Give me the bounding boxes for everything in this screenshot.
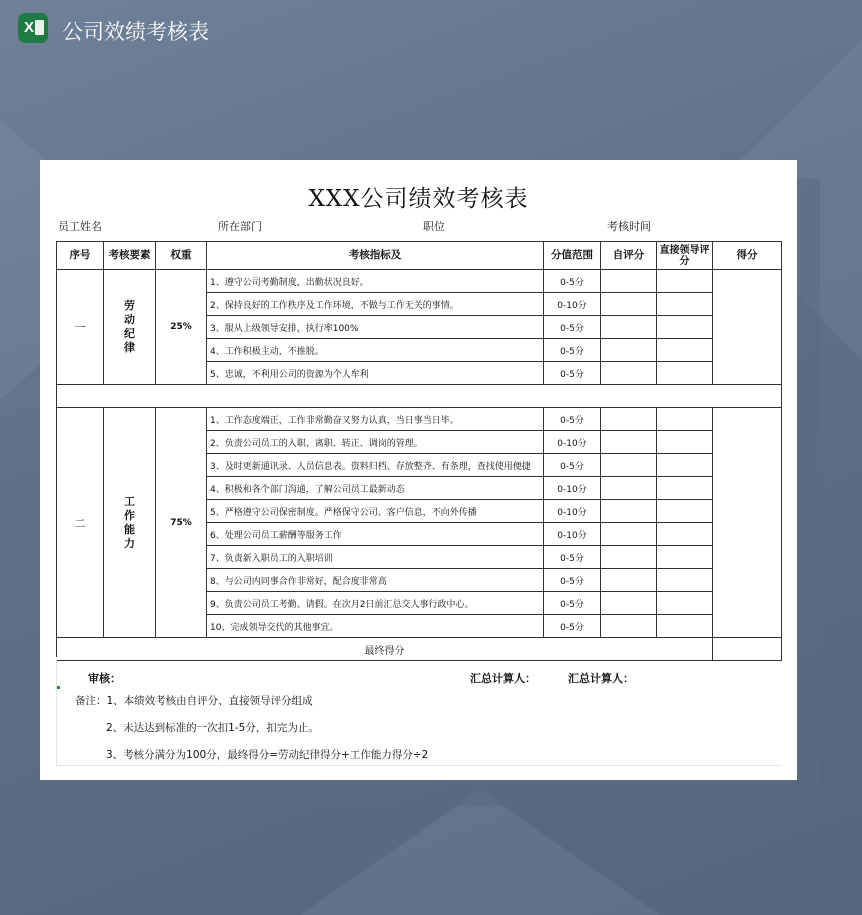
criteria-cell: 4、工作积极主动，不推脱。: [207, 339, 544, 362]
range-cell: 0-10分: [544, 523, 601, 546]
range-cell: 0-5分: [544, 592, 601, 615]
range-cell: 0-5分: [544, 362, 601, 385]
header-weight: 权重: [156, 242, 207, 270]
self-score-cell[interactable]: [601, 293, 657, 316]
leader-score-cell[interactable]: [657, 408, 713, 431]
criteria-cell: 5、严格遵守公司保密制度。严格保守公司、客户信息，不向外传播: [207, 500, 544, 523]
final-score-row: [57, 638, 782, 661]
page-edge: [56, 765, 782, 766]
criteria-cell: 1、工作态度端正，工作非常勤奋又努力认真，当日事当日毕。: [207, 408, 544, 431]
criteria-cell: 2、保持良好的工作秩序及工作环境，不做与工作无关的事情。: [207, 293, 544, 316]
section-seq: 二: [57, 408, 104, 638]
range-cell: 0-5分: [544, 569, 601, 592]
criteria-cell: 8、与公司内同事合作非常好，配合度非常高: [207, 569, 544, 592]
page-edge: [56, 657, 57, 765]
range-cell: 0-5分: [544, 454, 601, 477]
note-line: 备注：1、本绩效考核由自评分、直接领导评分组成: [75, 695, 313, 707]
bg-shape: [300, 790, 660, 915]
leader-score-cell[interactable]: [657, 477, 713, 500]
leader-score-cell[interactable]: [657, 546, 713, 569]
table-header-row: [57, 242, 782, 270]
criteria-cell: 1、遵守公司考勤制度，出勤状况良好。: [207, 270, 544, 293]
field-review-time: 考核时间: [607, 220, 651, 233]
self-score-cell[interactable]: [601, 339, 657, 362]
header-range: 分值范围: [544, 242, 601, 270]
range-cell: 0-5分: [544, 270, 601, 293]
header-self: 自评分: [601, 242, 657, 270]
section-element: [104, 270, 156, 385]
final-score-cell[interactable]: [713, 638, 782, 661]
header-seq: 序号: [57, 242, 104, 270]
leader-score-cell[interactable]: [657, 454, 713, 477]
section-seq: 一: [57, 270, 104, 385]
leader-score-cell[interactable]: [657, 500, 713, 523]
criteria-cell: 10、完成领导交代的其他事宜。: [207, 615, 544, 638]
leader-score-cell[interactable]: [657, 293, 713, 316]
field-position: 职位: [423, 220, 445, 233]
criteria-cell: 7、负责新入职员工的入职培训: [207, 546, 544, 569]
self-score-cell[interactable]: [601, 500, 657, 523]
summary-label-1: 汇总计算人：: [470, 672, 536, 685]
self-score-cell[interactable]: [601, 270, 657, 293]
self-score-cell[interactable]: [601, 408, 657, 431]
field-employee-name: 员工姓名: [58, 220, 102, 233]
criteria-cell: 2、负责公司员工的入职、离职、转正、调岗的管理。: [207, 431, 544, 454]
section-element-label: 工作能力: [124, 494, 135, 550]
range-cell: 0-5分: [544, 316, 601, 339]
range-cell: 0-10分: [544, 477, 601, 500]
range-cell: 0-10分: [544, 293, 601, 316]
header-score: 得分: [713, 242, 782, 270]
self-score-cell[interactable]: [601, 523, 657, 546]
note-line: 3、考核分满分为100分，最终得分=劳动纪律得分+工作能力得分÷2: [106, 749, 429, 761]
criteria-cell: 5、忠诚，不利用公司的资源为个人牟利: [207, 362, 544, 385]
app-title: 公司效绩考核表: [62, 20, 209, 44]
criteria-cell: 4、积极和各个部门沟通，了解公司员工最新动态: [207, 477, 544, 500]
spacer-row: [57, 385, 782, 408]
section-element-label: 劳动纪律: [124, 299, 135, 354]
self-score-cell[interactable]: [601, 477, 657, 500]
leader-score-cell[interactable]: [657, 362, 713, 385]
criteria-cell: 6、处理公司员工薪酬等服务工作: [207, 523, 544, 546]
self-score-cell[interactable]: [601, 431, 657, 454]
leader-score-cell[interactable]: [657, 339, 713, 362]
excel-icon: X: [18, 13, 48, 43]
section-weight: 75%: [156, 408, 207, 638]
cell-marker: [57, 686, 60, 689]
document-title: XXX公司绩效考核表: [308, 186, 529, 212]
self-score-cell[interactable]: [601, 362, 657, 385]
review-label: 审核：: [88, 672, 121, 685]
leader-score-cell[interactable]: [657, 316, 713, 339]
title-bar: [0, 0, 862, 58]
self-score-cell[interactable]: [601, 569, 657, 592]
table-row: [57, 270, 782, 293]
leader-score-cell[interactable]: [657, 615, 713, 638]
leader-score-cell[interactable]: [657, 431, 713, 454]
range-cell: 0-5分: [544, 615, 601, 638]
criteria-cell: 3、及时更新通讯录、人员信息表。资料归档、存放整齐、有条理，查找使用便捷: [207, 454, 544, 477]
range-cell: 0-10分: [544, 500, 601, 523]
self-score-cell[interactable]: [601, 615, 657, 638]
header-criteria: 考核指标及: [207, 242, 544, 270]
criteria-cell: 3、服从上级领导安排，执行率100%: [207, 316, 544, 339]
header-element: 考核要素: [104, 242, 156, 270]
range-cell: 0-5分: [544, 546, 601, 569]
leader-score-cell[interactable]: [657, 523, 713, 546]
section-weight: 25%: [156, 270, 207, 385]
self-score-cell[interactable]: [601, 454, 657, 477]
leader-score-cell[interactable]: [657, 592, 713, 615]
range-cell: 0-5分: [544, 339, 601, 362]
field-department: 所在部门: [218, 220, 262, 233]
review-table: [56, 241, 782, 661]
leader-score-cell[interactable]: [657, 569, 713, 592]
section-score-cell[interactable]: [713, 270, 782, 385]
document-page: [40, 160, 797, 780]
spacer-cell: [57, 385, 782, 408]
table-row: [57, 408, 782, 431]
note-line: 2、未达达到标准的一次扣1-5分，扣完为止。: [106, 722, 319, 734]
criteria-cell: 9、负责公司员工考勤、请假。在次月2日前汇总交人事行政中心。: [207, 592, 544, 615]
self-score-cell[interactable]: [601, 546, 657, 569]
self-score-cell[interactable]: [601, 592, 657, 615]
section-element: [104, 408, 156, 638]
range-cell: 0-5分: [544, 408, 601, 431]
summary-label-2: 汇总计算人：: [568, 672, 634, 685]
final-score-label: 最终得分: [57, 638, 713, 661]
leader-score-cell[interactable]: [657, 270, 713, 293]
section-score-cell[interactable]: [713, 408, 782, 638]
header-leader: 直接领导评分: [657, 242, 713, 270]
range-cell: 0-10分: [544, 431, 601, 454]
self-score-cell[interactable]: [601, 316, 657, 339]
